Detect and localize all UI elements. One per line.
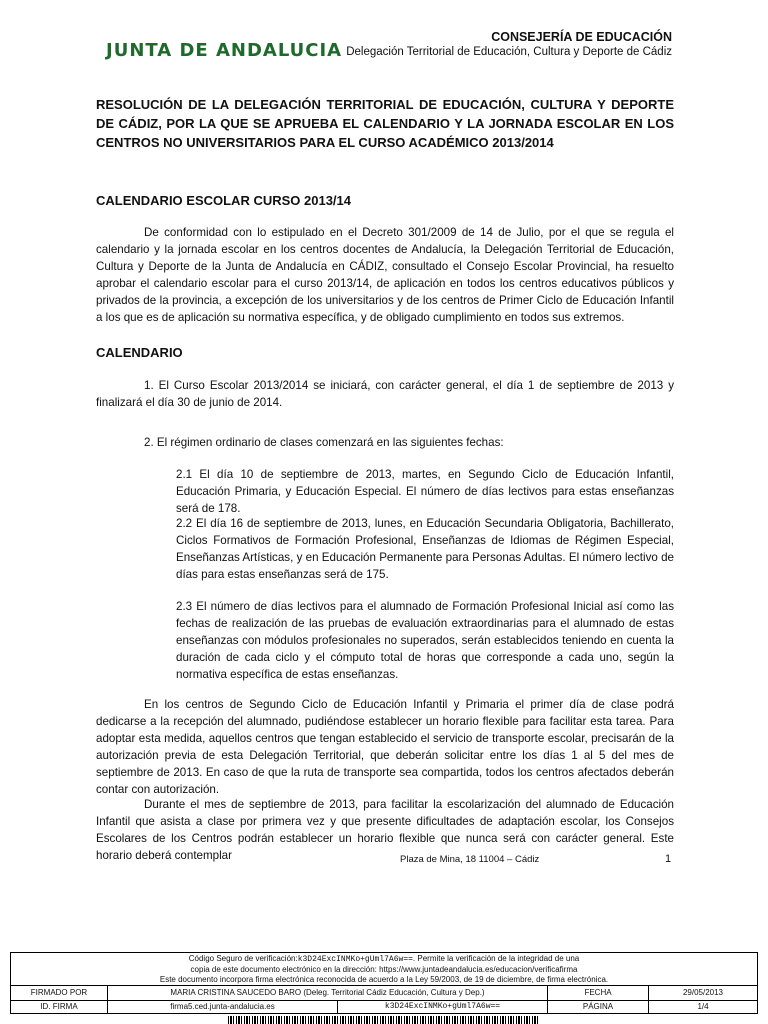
intro-paragraph: De conformidad con lo estipulado en el Decreto 301/2009 de 14 de Julio, por el que se regula el calendario y la jornada escolar en los centros docentes de Andalucía, la Delegación Territorial de Educación, Cultura y Deporte de la Junta de Andalucía en CÁDIZ, consultado el Consejo Escolar Provincial, ha resuelto aprobar el calendario escolar para el curso 2013/14, de aplicación en todos los centros educativos públicos y privados de la provincia, a excepción de los universitarios y de los centros de Primer Ciclo de Educación Infantil a los que es de aplicación su normativa específica, y de obligado cumplimiento en todos sus extremos.: [96, 226, 674, 324]
csv-suffix: . Permite la verificación de la integridad de una: [412, 954, 580, 963]
pagina-label: PÁGINA: [548, 1000, 649, 1014]
paragraph-infantil: En los centros de Segundo Ciclo de Educación Infantil y Primaria el primer día de clase podrá dedicarse a la recepción del alumnado, pudiéndose establecer un horario flexible para facilitar esta tarea. Para adoptar esta medida, aquellos centros que tengan establecido el servicio de transporte escolar, precisarán de la autorización previa de esta Delegación Territorial, que deberán solicitar entre los días 1 al 5 del mes de septiembre de 2013. En caso de que la ruta de transporte sea compartida, todos los centros afectados deberán contar con autorización.: [96, 698, 674, 796]
fecha-value: 29/05/2013: [682, 988, 724, 997]
id-firma-code: k3D24ExcINMKo+gUml7A6w==: [338, 1000, 548, 1014]
delegacion-heading: Delegación Territorial de Educación, Cultura y Deporte de Cádiz: [346, 46, 672, 58]
pagina-value: 1/4: [697, 1002, 709, 1011]
csv-notice: [11, 953, 757, 986]
section-heading-calendario: CALENDARIO: [96, 345, 183, 360]
document-subtitle: CALENDARIO ESCOLAR CURSO 2013/14: [96, 193, 351, 208]
page-number: 1: [665, 853, 672, 865]
csv-prefix: Código Seguro de verificación:: [188, 954, 298, 963]
csv-line-1: [11, 954, 757, 965]
item-2-1: 2.1 El día 10 de septiembre de 2013, martes, en Segundo Ciclo de Educación Infantil, Educación Primaria, y Educación Especial. El número de días lectivos para estas enseñanzas será de 178.: [176, 468, 674, 515]
firmado-por-label: FIRMADO POR: [11, 986, 108, 1000]
signature-row-id: [11, 1000, 757, 1014]
document-title: RESOLUCIÓN DE LA DELEGACIÓN TERRITORIAL DE EDUCACIÓN, CULTURA Y DEPORTE DE CÁDIZ, POR LA QUE SE APRUEBA EL CALENDARIO Y LA JORNADA ESCOLAR EN LOS CENTROS NO UNIVERSITARIOS PARA EL CURSO ACADÉMICO 2013/2014: [96, 97, 674, 150]
id-firma-label: ID. FIRMA: [11, 1000, 108, 1014]
id-firma-value: firma5.ced.junta-andalucia.es: [108, 1000, 338, 1014]
csv-code: k3D24ExcINMKo+gUml7A6w==: [297, 955, 413, 964]
item-2: 2. El régimen ordinario de clases comenzará en las siguientes fechas:: [144, 436, 504, 449]
item-2-3: 2.3 El número de días lectivos para el alumnado de Formación Profesional Inicial así como las fechas de realización de las pruebas de evaluación extraordinarias para el alumnado de estas enseñanzas con módulos profesionales no superados, serán establecidos teniendo en cuenta la duración de cada ciclo y el cómputo total de horas que corresponde a cada uno, según la normativa específica de estas enseñanzas.: [176, 600, 674, 681]
signature-box: [10, 952, 758, 1014]
paragraph-septiembre: Durante el mes de septiembre de 2013, para facilitar la escolarización del alumnado de Educación Infantil que asista a clase por primera vez y que presente dificultades de adaptación escolar, los Consejos Escolares de los Centros podrán establecer un horario flexible que nunca será con carácter general. Este horario deberá contemplar: [96, 798, 674, 862]
signature-row-firmado: [11, 986, 757, 1001]
item-1: 1. El Curso Escolar 2013/2014 se iniciará, con carácter general, el día 1 de septiembre de 2013 y finalizará el día 30 de junio de 2014.: [96, 379, 674, 409]
fecha-label: FECHA: [548, 986, 649, 1000]
firmado-por-value: MARIA CRISTINA SAUCEDO BARO (Deleg. Territorial Cádiz Educación, Cultura y Dep.): [108, 986, 548, 1000]
junta-logo: JUNTA DE ANDALUCIA: [106, 40, 343, 61]
barcode-image: [228, 1016, 540, 1024]
csv-line-3: Este documento incorpora firma electrónica reconocida de acuerdo a la Ley 59/2003, de 19 de diciembre, de firma electrónica.: [159, 975, 609, 984]
csv-line-2: copia de este documento electrónico en la dirección: https://www.juntadeandalucia.es/educacion/verificafirma: [190, 965, 578, 974]
consejeria-heading: CONSEJERÍA DE EDUCACIÓN: [491, 30, 672, 44]
item-2-2: 2.2 El día 16 de septiembre de 2013, lunes, en Educación Secundaria Obligatoria, Bachillerato, Ciclos Formativos de Formación Profesional, Enseñanzas de Idiomas de Régimen Especial, Enseñanzas Artísticas, y en Educación Permanente para Personas Adultas. El número lectivo de días para estas enseñanzas será de 175.: [176, 517, 674, 581]
footer-address: Plaza de Mina, 18 11004 – Cádiz: [400, 854, 540, 865]
